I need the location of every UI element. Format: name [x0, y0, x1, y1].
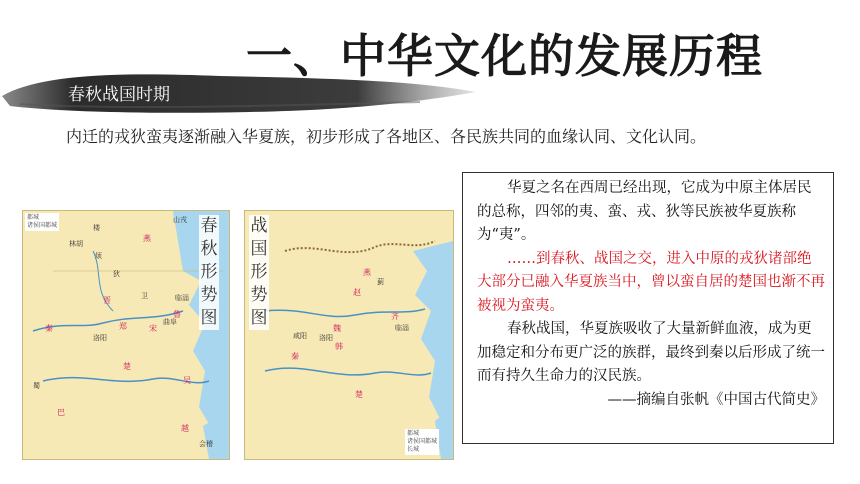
historical-quote-box: [462, 172, 834, 444]
warring-states-map: [244, 210, 454, 460]
map2-label: 魏: [333, 324, 341, 333]
map2-legend-great-wall: 长城: [407, 446, 420, 453]
map1-label: 秦: [45, 324, 53, 333]
map1-label: 山戎: [173, 216, 187, 224]
map2-legend: [405, 429, 439, 455]
map1-label: 烦: [95, 252, 102, 260]
map2-label: 蓟: [377, 278, 384, 286]
map1-label: 越: [181, 424, 189, 433]
map2-legend-state-capital: 诸侯国都城: [407, 438, 438, 445]
map2-label: 赵: [353, 288, 361, 297]
map2-label: 燕: [363, 268, 371, 277]
map1-label: 林胡: [69, 240, 83, 248]
map1-label: 狄: [113, 270, 120, 278]
map1-label: 巴: [57, 408, 65, 417]
map1-label: 宋: [149, 324, 157, 333]
quote-source: ——摘编自张帆《中国古代简史》: [607, 391, 825, 408]
map2-title: 战国形势图: [250, 216, 268, 328]
quote-paragraph-2-highlight: ……到春秋、战国之交，进入中原的戎狄诸部绝大部分已融入华夏族当中，曾以蛮自居的楚国也渐不再被视为蛮夷。: [477, 250, 825, 314]
section-label: 春秋战国时期: [68, 85, 170, 105]
map1-label: 郑: [119, 322, 127, 331]
map1-label: 楼: [93, 224, 100, 232]
map1-label: 燕: [143, 234, 151, 243]
map1-label: 洛阳: [93, 334, 107, 342]
map2-legend-capital: 都城: [407, 430, 420, 437]
quote-paragraph-1: 华夏之名在西周已经出现，它成为中原主体居民的总称，四邻的夷、蛮、戎、狄等民族被华夏族称为“夷”。: [477, 180, 812, 243]
map1-label: 吴: [183, 376, 191, 385]
map2-label: 韩: [335, 342, 343, 351]
map1-label: 晋: [103, 296, 111, 305]
map1-title: 春秋形势图: [200, 216, 218, 328]
map1-legend-capital: 都城: [27, 214, 40, 221]
map1-label: 楚: [123, 362, 131, 371]
map2-label: 楚: [355, 390, 363, 399]
map1-label: 卫: [141, 292, 148, 300]
map2-label: 秦: [291, 352, 299, 361]
map2-label: 洛阳: [319, 334, 333, 342]
map1-label: 会稽: [199, 440, 213, 448]
quote-paragraph-3: 春秋战国，华夏族吸收了大量新鲜血液，成为更加稳定和分布更广泛的族群，最终到秦以后形成了统一而有持久生命力的汉民族。: [477, 321, 825, 384]
map1-label: 鲁: [173, 310, 181, 319]
intro-paragraph: 内迁的戎狄蛮夷逐渐融入华夏族，初步形成了各地区、各民族共同的血缘认同、文化认同。: [66, 127, 707, 146]
slide-title: 一、中华文化的发展历程: [246, 29, 763, 83]
map2-label: 齐: [391, 312, 399, 321]
map1-label: 临淄: [175, 294, 189, 302]
map1-legend-state-capital: 诸侯国都城: [27, 222, 58, 229]
map2-label: 临淄: [395, 324, 409, 332]
spring-autumn-map: [22, 210, 230, 460]
map2-label: 咸阳: [293, 332, 307, 340]
map1-label: 曲阜: [163, 318, 177, 326]
map1-legend: [25, 213, 59, 231]
map1-label: 蜀: [33, 382, 40, 390]
map2-graphic: [245, 211, 453, 459]
